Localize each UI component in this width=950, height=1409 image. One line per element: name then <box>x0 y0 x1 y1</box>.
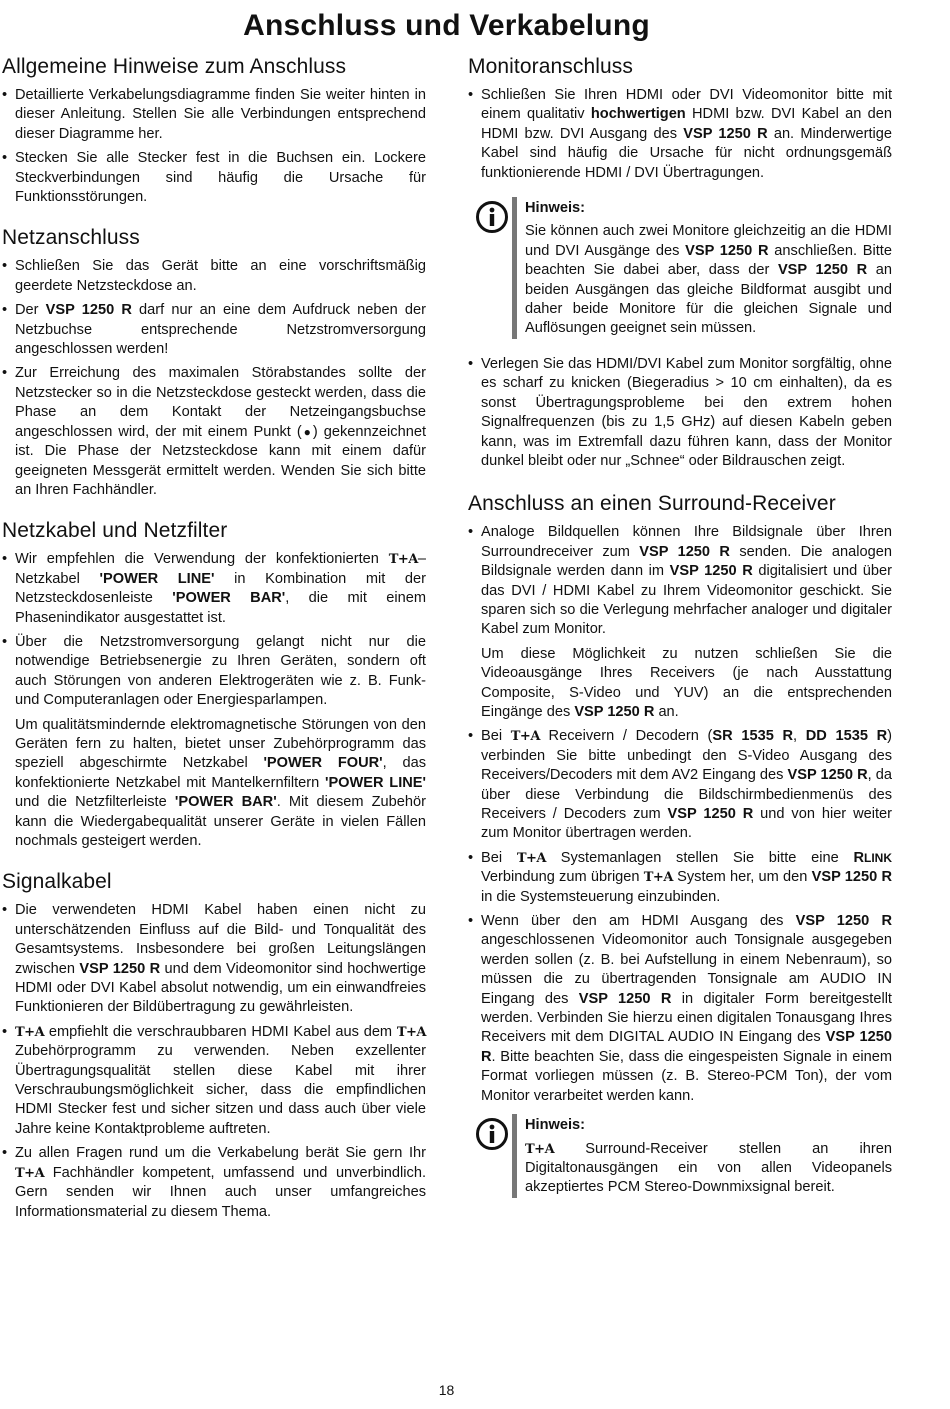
heading-surround: Anschluss an einen Surround-Receiver <box>468 492 836 516</box>
list-item: • T+A empfiehlt die verschraubbaren HDMI Kabel aus dem T+A Zubehörprogramm zu verwenden. Neben exzellenter Übertragungsqualität stellen diese Kabel mit ihrer Verschraubungsmöglichkeit sicher, dass die empfindlichen HDMI Stecker fest und sicher sitzen und dass auch über viele Jahre keine Kontaktprobleme auftreten. <box>2 1023 426 1139</box>
info-icon <box>476 201 508 233</box>
list-item: • Analoge Bildquellen können Ihre Bildsignale über Ihren Surroundreceiver zum VSP 1250 R senden. Die analogen Bildsignale werden dann im VSP 1250 R digitalisiert und über das DVI / HDMI Kabel zu Ihrem Videomonitor geschickt. Sie sparen sich so die Verlegung mehrfacher analoger und digitaler Kabel zum Monitor. Um diese Möglichkeit zu nutzen schließen Sie die Videoausgänge Ihres Receivers (je nach Ausstattung Composite, S-Video und YUV) an die entsprechenden Eingänge des VSP 1250 R an. <box>468 523 892 722</box>
heading-general: Allgemeine Hinweise zum Anschluss <box>2 55 347 78</box>
list-signalkabel <box>2 901 426 1222</box>
list-item: • Stecken Sie alle Stecker fest in die Buchsen ein. Lockere Steckverbindungen sind häufig die Ursache für Funktionsstörungen. <box>2 149 426 207</box>
left-column <box>2 54 426 1227</box>
page-title: Anschluss und Verkabelung <box>243 9 650 42</box>
note-text: Sie können auch zwei Monitore gleichzeitig an die HDMI und DVI Ausgänge des VSP 1250 R anschließen. Bitte beachten Sie dabei aber, dass der VSP 1250 R an beiden Ausgängen das gleiche Bildformat ausgibt und daher beide Monitore für die gleichen Signale und Auflösungen geeignet sein müssen. <box>525 223 892 337</box>
paragraph: Um qualitätsmindernde elektromagnetische Störungen von den Geräten fern zu halten, bietet unser Zubehörprogramm das speziell abgeschirmte Netzkabel 'POWER FOUR', das konfektionierte Netzkabel mit Mantelkernfiltern 'POWER LINE' und die Netzfilterleiste 'POWER BAR'. Mit diesem Zubehör kann die Wiedergabequalität unserer Geräte in vielen Fällen nochmals gesteigert werden. <box>15 716 427 849</box>
page-number: 18 <box>438 1382 455 1398</box>
note-box <box>476 1114 892 1198</box>
list-monitor <box>468 86 892 183</box>
brand-logo: T+A <box>516 850 546 866</box>
phase-dot-symbol: ● <box>301 424 313 439</box>
list-netzanschluss <box>2 257 426 500</box>
list-item: • Schließen Sie das Gerät bitte an eine vorschriftsmäßig geerdete Netzsteckdose an. <box>2 257 426 296</box>
note-box <box>476 197 892 339</box>
list-item: • Wir empfehlen die Verwendung der konfektionierten T+A–Netzkabel 'POWER LINE' in Kombination mit der Netzsteckdosenleiste 'POWER BAR', die mit einem Phasenindikator ausgestattet ist. <box>2 550 426 628</box>
heading-monitoranschluss: Monitoranschluss <box>468 55 634 78</box>
list-surround <box>468 523 892 1106</box>
list-item: • Verlegen Sie das HDMI/DVI Kabel zum Monitor sorgfältig, ohne es scharf zu knicken (Biegeradius > 10 cm einhalten), da es sonst Übertragungsprobleme bei den extrem hohen Signalfrequenzen (bis zu 1,5 GHz) auf diesen Kabeln geben kann, was im Extremfall dazu führen kann, dass der Monitor dunkel bleibt oder nur „Schnee“ oder Bildrauschen zeigt. <box>468 355 892 471</box>
list-item: • Detaillierte Verkabelungsdiagramme finden Sie weiter hinten in dieser Anleitung. Stellen Sie alle Verbindungen entsprechend dieser Diagramme her. <box>2 86 426 144</box>
list-item: • Bei T+A Receivern / Decodern (SR 1535 R, DD 1535 R) verbinden Sie bitte unbedingt den S-Video Ausgang des Receivers/Decoders mit dem AV2 Eingang des VSP 1250 R, da über diese Verbindung die Bildschirmbedienmenüs des Receivers / Decoders zum VSP 1250 R und von hier weiter zum Monitor übertragen werden. <box>468 727 892 843</box>
brand-logo: T+A <box>396 1024 426 1040</box>
note-bar <box>512 197 517 339</box>
list-netzkabel <box>2 550 426 851</box>
list-item: • Die verwendeten HDMI Kabel haben einen nicht zu unterschätzenden Einfluss auf die Bild- und Tonqualität des Gesamtsystems. Insbesondere bei großen Leitungslängen zwischen VSP 1250 R und dem Videomonitor sind hochwertige HDMI oder DVI Kabel absolut notwendig, um ein einwandfreies Funktionieren der Bildübertragung zu gewährleisten. <box>2 901 426 1017</box>
paragraph: Um diese Möglichkeit zu nutzen schließen Sie die Videoausgänge Ihres Receivers (je nach Ausstattung Composite, S-Video und YUV) an die entsprechenden Eingänge des VSP 1250 R an. <box>481 645 892 720</box>
list-item: • Der VSP 1250 R darf nur an eine dem Aufdruck neben der Netzbuchse entsprechende Netzstromversorgung angeschlossen werden! <box>2 301 426 359</box>
rlink-label: RLINK <box>853 849 892 866</box>
brand-logo: T+A <box>15 1165 45 1181</box>
list-item: • Über die Netzstromversorgung gelangt nicht nur die notwendige Betriebsenergie zu Ihren Geräten, sondern oft auch Störungen von anderen Elektrogeräten wie z. B. Funk- und Computeranlagen oder Energiesparlampen. Um qualitätsmindernde elektromagnetische Störungen von den Geräten fern zu halten, bietet unser Zubehörprogramm das speziell abgeschirmte Netzkabel 'POWER FOUR', das konfektionierte Netzkabel mit Mantelkernfiltern 'POWER LINE' und die Netzfilterleiste 'POWER BAR'. Mit diesem Zubehör kann die Wiedergabequalität unserer Geräte in vielen Fällen nochmals gesteigert werden. <box>2 633 426 851</box>
list-general <box>2 86 426 207</box>
brand-logo: T+A <box>15 1024 45 1040</box>
note-title: Hinweis: <box>525 200 586 217</box>
brand-logo: T+A <box>643 870 673 886</box>
list-item: • Schließen Sie Ihren HDMI oder DVI Videomonitor bitte mit einem qualitativ hochwertigen HDMI bzw. DVI Kabel an den HDMI bzw. DVI Ausgang des VSP 1250 R an. Minderwertige Kabel sind häufig die Ursache für nicht ordnungsgemäß funktionierende HDMI / DVI Übertragungen. <box>468 86 892 183</box>
right-column <box>468 54 892 1214</box>
brand-logo: T+A <box>525 1141 555 1157</box>
list-item: • Zu allen Fragen rund um die Verkabelung berät Sie gern Ihr T+A Fachhändler kompetent, umfassend und unverbindlich. Gern senden wir Ihnen auch unser umfangreiches Informationsmaterial zu diesem Thema. <box>2 1144 426 1222</box>
info-icon <box>476 1118 508 1150</box>
note-bar <box>512 1114 517 1198</box>
list-monitor-2 <box>468 355 892 471</box>
list-item: • Wenn über den am HDMI Ausgang des VSP 1250 R angeschlossenen Videomonitor auch Tonsignale ausgegeben werden sollen (z. B. bei Aufstellung in einem Nebenraum), so müssen die zu übertragenden Tonsignale am AUDIO IN Eingang des VSP 1250 R in digitaler Form bereitgestellt werden. Verbinden Sie hierzu einen digitalen Tonausgang Ihres Receivers mit dem DIGITAL AUDIO IN Eingang des VSP 1250 R. Bitte beachten Sie, dass die eingespeisten Signale in einem Format vorliegen müssen (z. B. Stereo-PCM Ton), der vom Monitor verarbeitet werden kann. <box>468 912 892 1106</box>
note-title: Hinweis: <box>525 1117 586 1134</box>
brand-logo: T+A <box>510 729 540 745</box>
heading-netzkabel: Netzkabel und Netzfilter <box>2 519 228 543</box>
heading-signalkabel: Signalkabel <box>2 870 112 894</box>
note-text: T+A Surround-Receiver stellen an ihren Digitaltonausgängen ein von allen Videopanels akzeptiertes PCM Stereo-Downmixsignal bereit. <box>525 1140 892 1196</box>
list-item: • Bei T+A Systemanlagen stellen Sie bitte eine RLINK Verbindung zum übrigen T+A System her, um den VSP 1250 R in die Systemsteuerung einzubinden. <box>468 849 892 907</box>
list-item: • Zur Erreichung des maximalen Störabstandes sollte der Netzstecker so in die Netzsteckdose gesteckt werden, dass die Phase an dem Kontakt der Netzeingangsbuchse angeschlossen wird, der mit einem Punkt (●) gekennzeichnet ist. Die Phase der Netzsteckdose kann mit einem dafür geeigneten Messgerät ermittelt werden. Wenden Sie sich bitte an Ihren Fachhändler. <box>2 364 426 500</box>
brand-logo: T+A <box>388 552 418 568</box>
heading-netzanschluss: Netzanschluss <box>2 226 140 250</box>
